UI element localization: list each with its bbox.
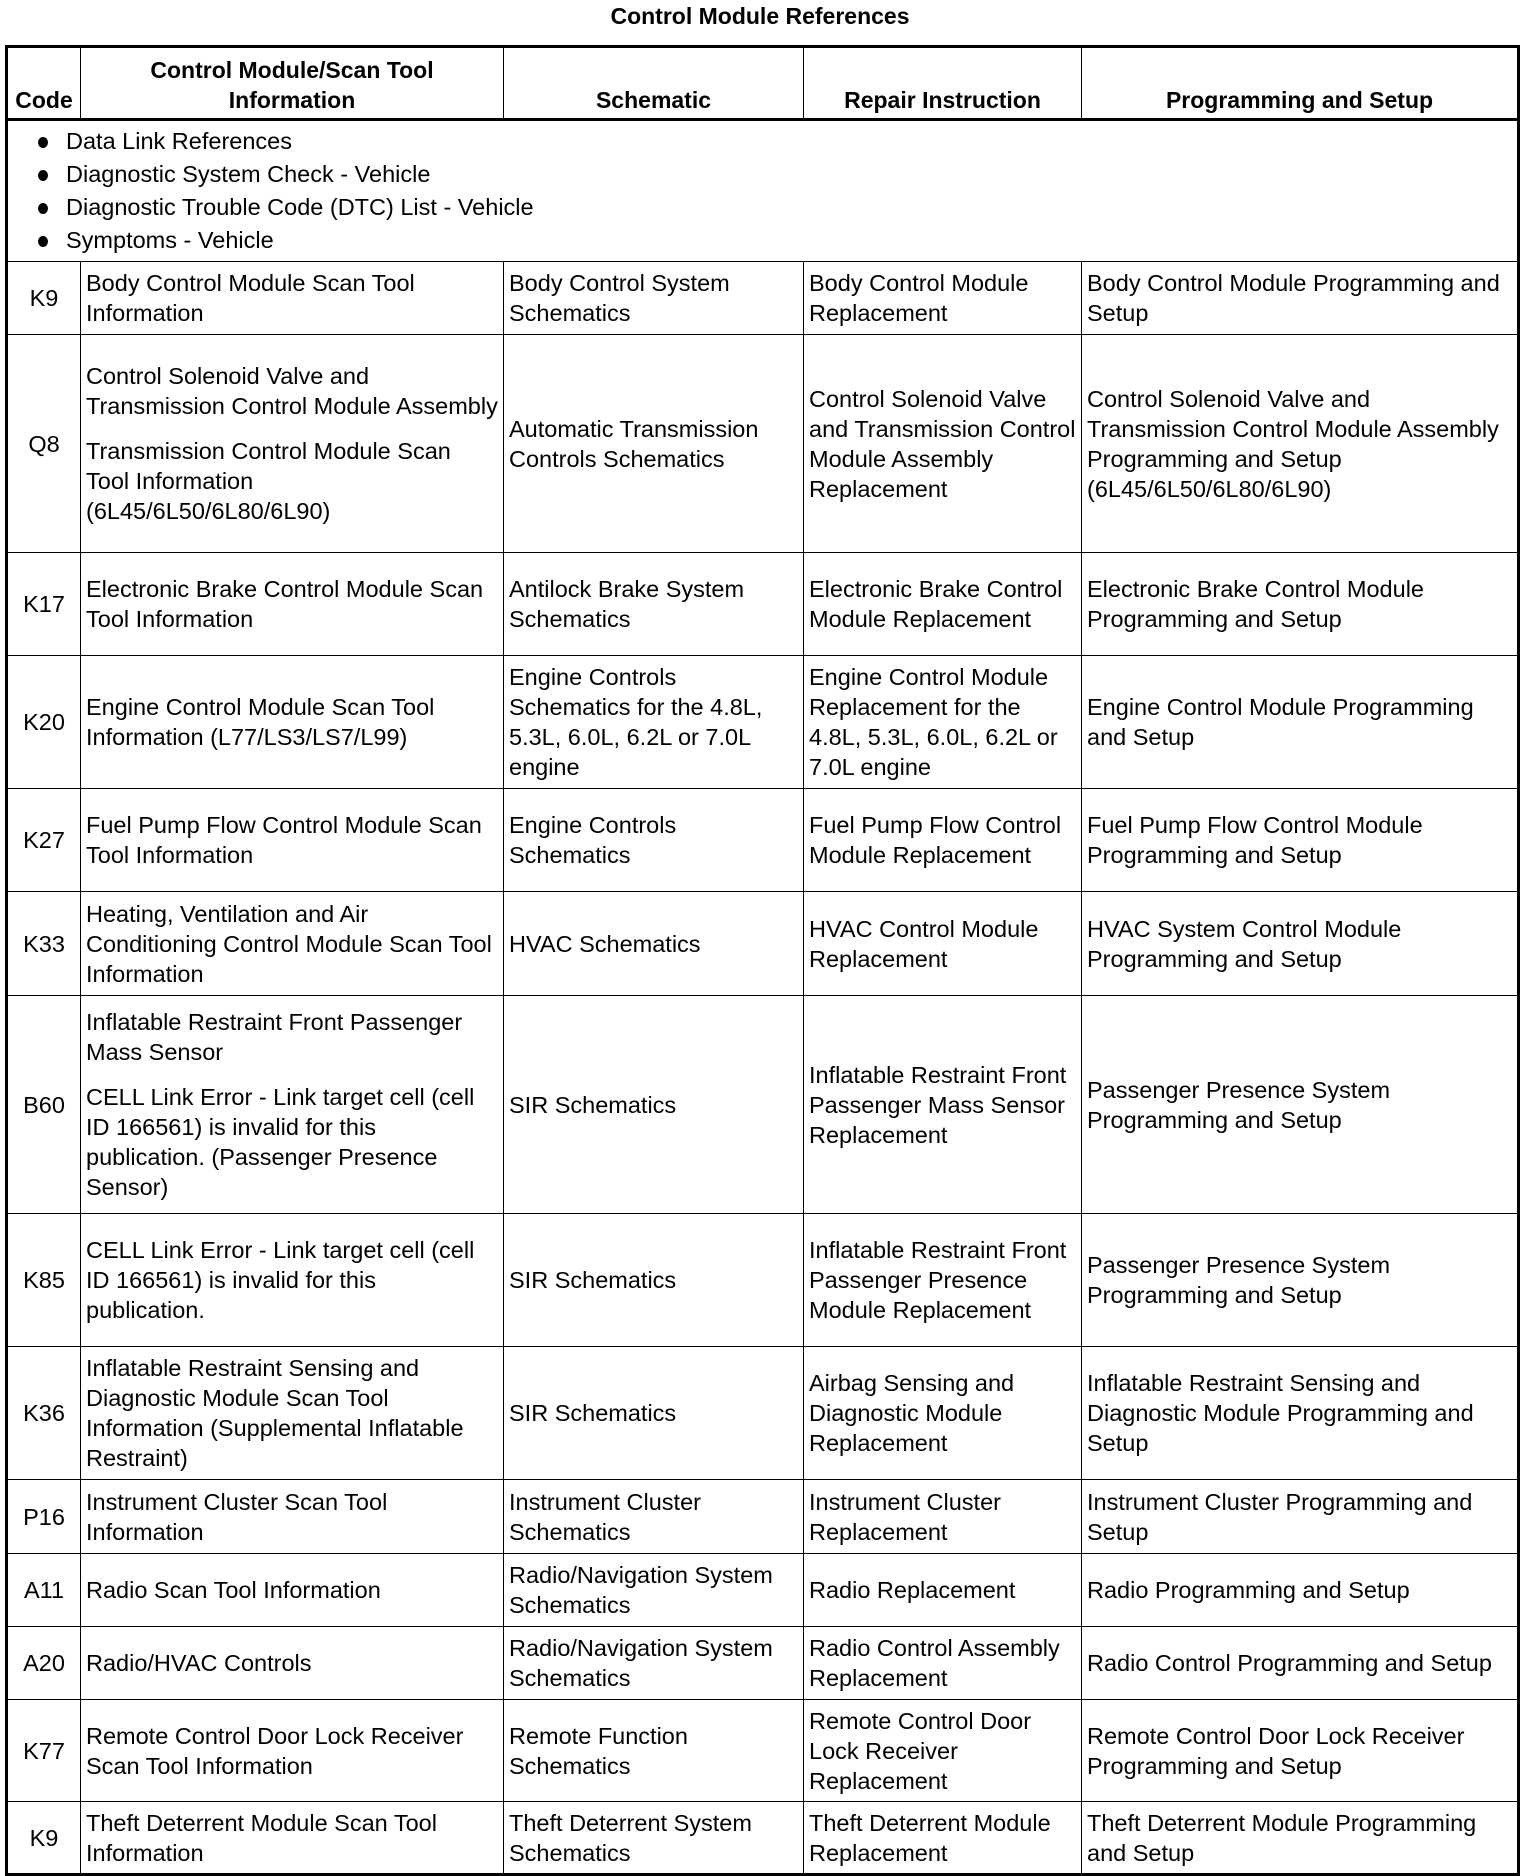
programming-link[interactable]: Inflatable Restraint Sensing and Diagnostic Module Programming and Setup bbox=[1087, 1370, 1474, 1456]
info-link[interactable]: Radio Scan Tool Information bbox=[86, 1577, 381, 1603]
schematic-link[interactable]: Body Control System Schematics bbox=[509, 270, 730, 326]
repair-cell bbox=[804, 892, 1082, 996]
info-cell bbox=[81, 1627, 504, 1700]
schematic-link[interactable]: Theft Deterrent System Schematics bbox=[509, 1809, 752, 1866]
info-cell bbox=[81, 1480, 504, 1554]
table-row bbox=[7, 1480, 1519, 1554]
schematic-link[interactable]: SIR Schematics bbox=[509, 1267, 677, 1293]
table-row bbox=[7, 1347, 1519, 1480]
table-row bbox=[7, 996, 1519, 1214]
repair-cell bbox=[804, 262, 1082, 335]
info-link[interactable]: Radio/HVAC Controls bbox=[86, 1650, 312, 1676]
programming-link[interactable]: Engine Control Module Programming and Setup bbox=[1087, 694, 1474, 750]
info-link[interactable]: CELL Link Error - Link target cell (cell ID 166561) is invalid for this publication. bbox=[86, 1237, 475, 1323]
programming-link[interactable]: Passenger Presence System Programming and Setup bbox=[1087, 1252, 1391, 1308]
info-link[interactable]: Control Solenoid Valve and Transmission Control Module Assembly bbox=[86, 363, 498, 419]
programming-cell bbox=[1082, 1214, 1519, 1347]
repair-cell bbox=[804, 1347, 1082, 1480]
schematic-cell bbox=[504, 656, 804, 789]
schematic-link[interactable]: SIR Schematics bbox=[509, 1400, 677, 1426]
table-row bbox=[7, 262, 1519, 335]
code-cell: B60 bbox=[7, 996, 81, 1214]
table-row bbox=[7, 1700, 1519, 1802]
info-link[interactable]: Fuel Pump Flow Control Module Scan Tool Information bbox=[86, 812, 482, 868]
link-symptoms[interactable]: Symptoms - Vehicle bbox=[8, 224, 1517, 257]
schematic-cell bbox=[504, 892, 804, 996]
schematic-link[interactable]: Radio/Navigation System Schematics bbox=[509, 1562, 773, 1618]
repair-cell bbox=[804, 656, 1082, 789]
header-code: Code bbox=[7, 47, 81, 120]
schematic-cell bbox=[504, 335, 804, 553]
repair-link[interactable]: Engine Control Module Replacement for the 4.8L, 5.3L, 6.0L, 6.2L or 7.0L engine bbox=[809, 664, 1058, 780]
link-data-link-references[interactable]: Data Link References bbox=[8, 125, 1517, 158]
table-row bbox=[7, 335, 1519, 553]
header-row bbox=[7, 47, 1519, 120]
info-link[interactable]: Inflatable Restraint Sensing and Diagnostic Module Scan Tool Information (Supplemental Inflatable Restraint) bbox=[86, 1355, 464, 1471]
schematic-cell bbox=[504, 789, 804, 892]
info-cell bbox=[81, 996, 504, 1214]
code-cell: K77 bbox=[7, 1700, 81, 1802]
repair-link[interactable]: Inflatable Restraint Front Passenger Mass Sensor Replacement bbox=[809, 1061, 1067, 1148]
info-link[interactable]: CELL Link Error - Link target cell (cell ID 166561) is invalid for this publication. (Passenger Presence Sensor) bbox=[86, 1084, 475, 1200]
repair-cell bbox=[804, 1554, 1082, 1627]
programming-link[interactable]: Electronic Brake Control Module Programming and Setup bbox=[1087, 576, 1424, 632]
programming-link[interactable]: Radio Programming and Setup bbox=[1087, 1577, 1410, 1603]
header-schematic: Schematic bbox=[504, 47, 804, 120]
info-link[interactable]: Inflatable Restraint Front Passenger Mass Sensor bbox=[86, 1009, 463, 1065]
programming-link[interactable]: Radio Control Programming and Setup bbox=[1087, 1650, 1492, 1676]
repair-cell bbox=[804, 996, 1082, 1214]
table-row bbox=[7, 1802, 1519, 1875]
schematic-cell bbox=[504, 1480, 804, 1554]
repair-cell bbox=[804, 1480, 1082, 1554]
code-cell: K20 bbox=[7, 656, 81, 789]
repair-link[interactable]: Electronic Brake Control Module Replacement bbox=[809, 576, 1063, 632]
code-cell: K9 bbox=[7, 1802, 81, 1875]
programming-cell bbox=[1082, 1480, 1519, 1554]
repair-link[interactable]: Instrument Cluster Replacement bbox=[809, 1488, 1001, 1545]
repair-link[interactable]: Control Solenoid Valve and Transmission Control Module Assembly Replacement bbox=[809, 385, 1076, 502]
repair-cell bbox=[804, 789, 1082, 892]
info-cell bbox=[81, 335, 504, 553]
repair-cell bbox=[804, 335, 1082, 553]
table-row bbox=[7, 656, 1519, 789]
general-links-list bbox=[8, 121, 1517, 261]
repair-link[interactable]: Fuel Pump Flow Control Module Replacement bbox=[809, 812, 1062, 868]
repair-link[interactable]: Inflatable Restraint Front Passenger Presence Module Replacement bbox=[809, 1237, 1067, 1323]
info-link[interactable]: Body Control Module Scan Tool Information bbox=[86, 270, 415, 326]
info-cell bbox=[81, 1347, 504, 1480]
repair-link[interactable]: Theft Deterrent Module Replacement bbox=[809, 1809, 1051, 1866]
info-cell bbox=[81, 892, 504, 996]
schematic-link[interactable]: HVAC Schematics bbox=[509, 930, 701, 957]
code-cell: K36 bbox=[7, 1347, 81, 1480]
programming-cell bbox=[1082, 1700, 1519, 1802]
schematic-cell bbox=[504, 1627, 804, 1700]
code-cell: Q8 bbox=[7, 335, 81, 553]
info-cell bbox=[81, 1554, 504, 1627]
schematic-cell bbox=[504, 1802, 804, 1875]
code-cell: K9 bbox=[7, 262, 81, 335]
programming-link[interactable]: HVAC System Control Module Programming and Setup bbox=[1087, 915, 1402, 972]
info-cell bbox=[81, 553, 504, 656]
programming-link[interactable]: Control Solenoid Valve and Transmission Control Module Assembly Programming and Setup (6L45/6L50/6L80/6L90) bbox=[1087, 385, 1499, 502]
programming-link[interactable]: Fuel Pump Flow Control Module Programming and Setup bbox=[1087, 812, 1423, 868]
programming-cell bbox=[1082, 1627, 1519, 1700]
schematic-link[interactable]: Automatic Transmission Controls Schematics bbox=[509, 415, 759, 472]
document-title: Control Module References bbox=[610, 3, 910, 29]
repair-cell bbox=[804, 553, 1082, 656]
programming-link[interactable]: Instrument Cluster Programming and Setup bbox=[1087, 1488, 1473, 1545]
programming-cell bbox=[1082, 892, 1519, 996]
programming-cell bbox=[1082, 262, 1519, 335]
repair-link[interactable]: Radio Control Assembly Replacement bbox=[809, 1635, 1060, 1691]
code-cell: K85 bbox=[7, 1214, 81, 1347]
schematic-cell bbox=[504, 1554, 804, 1627]
header-programming: Programming and Setup bbox=[1082, 47, 1519, 120]
repair-cell bbox=[804, 1802, 1082, 1875]
header-info: Control Module/Scan Tool Information bbox=[81, 47, 504, 120]
table-row bbox=[7, 1214, 1519, 1347]
repair-cell bbox=[804, 1214, 1082, 1347]
schematic-link[interactable]: Radio/Navigation System Schematics bbox=[509, 1635, 773, 1691]
repair-cell bbox=[804, 1627, 1082, 1700]
code-cell: K33 bbox=[7, 892, 81, 996]
code-cell: K17 bbox=[7, 553, 81, 656]
repair-link[interactable]: Remote Control Door Lock Receiver Replacement bbox=[809, 1707, 1032, 1794]
info-cell bbox=[81, 1700, 504, 1802]
programming-cell bbox=[1082, 1554, 1519, 1627]
repair-link[interactable]: Body Control Module Replacement bbox=[809, 270, 1029, 326]
repair-link[interactable]: Airbag Sensing and Diagnostic Module Replacement bbox=[809, 1370, 1015, 1456]
schematic-cell bbox=[504, 1214, 804, 1347]
table-row bbox=[7, 789, 1519, 892]
code-cell: A11 bbox=[7, 1554, 81, 1627]
info-link[interactable]: Heating, Ventilation and Air Conditioning Control Module Scan Tool Information bbox=[86, 900, 492, 987]
schematic-link[interactable]: Engine Controls Schematics for the 4.8L, 5.3L, 6.0L, 6.2L or 7.0L engine bbox=[509, 664, 763, 780]
info-cell bbox=[81, 656, 504, 789]
schematic-link[interactable]: SIR Schematics bbox=[509, 1091, 677, 1118]
schematic-link[interactable]: Instrument Cluster Schematics bbox=[509, 1488, 701, 1545]
programming-link[interactable]: Theft Deterrent Module Programming and Setup bbox=[1087, 1809, 1477, 1866]
header-repair: Repair Instruction bbox=[804, 47, 1082, 120]
schematic-cell bbox=[504, 1700, 804, 1802]
info-link[interactable]: Transmission Control Module Scan Tool Information (6L45/6L50/6L80/6L90) bbox=[86, 438, 451, 524]
general-links-row bbox=[7, 120, 1519, 262]
link-dtc-list[interactable]: Diagnostic Trouble Code (DTC) List - Vehicle bbox=[8, 191, 1517, 224]
programming-cell bbox=[1082, 1802, 1519, 1875]
programming-link[interactable]: Body Control Module Programming and Setup bbox=[1087, 270, 1500, 326]
code-cell: K27 bbox=[7, 789, 81, 892]
table-row bbox=[7, 553, 1519, 656]
info-link[interactable]: Electronic Brake Control Module Scan Tool Information bbox=[86, 576, 484, 632]
programming-cell bbox=[1082, 335, 1519, 553]
schematic-link[interactable]: Antilock Brake System Schematics bbox=[509, 576, 745, 632]
repair-link[interactable]: Radio Replacement bbox=[809, 1577, 1016, 1603]
info-link[interactable]: Engine Control Module Scan Tool Information (L77/LS3/LS7/L99) bbox=[86, 694, 435, 750]
programming-cell bbox=[1082, 789, 1519, 892]
programming-cell bbox=[1082, 553, 1519, 656]
info-link[interactable]: Instrument Cluster Scan Tool Information bbox=[86, 1488, 388, 1545]
schematic-cell bbox=[504, 262, 804, 335]
schematic-cell bbox=[504, 1347, 804, 1480]
code-cell: A20 bbox=[7, 1627, 81, 1700]
info-cell bbox=[81, 1214, 504, 1347]
info-cell bbox=[81, 789, 504, 892]
programming-cell bbox=[1082, 996, 1519, 1214]
code-cell: P16 bbox=[7, 1480, 81, 1554]
programming-cell bbox=[1082, 1347, 1519, 1480]
info-cell bbox=[81, 262, 504, 335]
repair-cell bbox=[804, 1700, 1082, 1802]
programming-cell bbox=[1082, 656, 1519, 789]
table-row bbox=[7, 1554, 1519, 1627]
control-module-references-table bbox=[5, 45, 1520, 1876]
schematic-link[interactable]: Remote Function Schematics bbox=[509, 1722, 688, 1779]
table-row bbox=[7, 892, 1519, 996]
programming-link[interactable]: Remote Control Door Lock Receiver Programming and Setup bbox=[1087, 1722, 1465, 1779]
programming-link[interactable]: Passenger Presence System Programming and Setup bbox=[1087, 1076, 1391, 1133]
schematic-cell bbox=[504, 553, 804, 656]
link-diagnostic-system-check[interactable]: Diagnostic System Check - Vehicle bbox=[8, 158, 1517, 191]
info-cell bbox=[81, 1802, 504, 1875]
repair-link[interactable]: HVAC Control Module Replacement bbox=[809, 915, 1039, 972]
info-link[interactable]: Remote Control Door Lock Receiver Scan Tool Information bbox=[86, 1722, 464, 1779]
table-row bbox=[7, 1627, 1519, 1700]
schematic-link[interactable]: Engine Controls Schematics bbox=[509, 812, 677, 868]
info-link[interactable]: Theft Deterrent Module Scan Tool Information bbox=[86, 1809, 437, 1866]
schematic-cell bbox=[504, 996, 804, 1214]
